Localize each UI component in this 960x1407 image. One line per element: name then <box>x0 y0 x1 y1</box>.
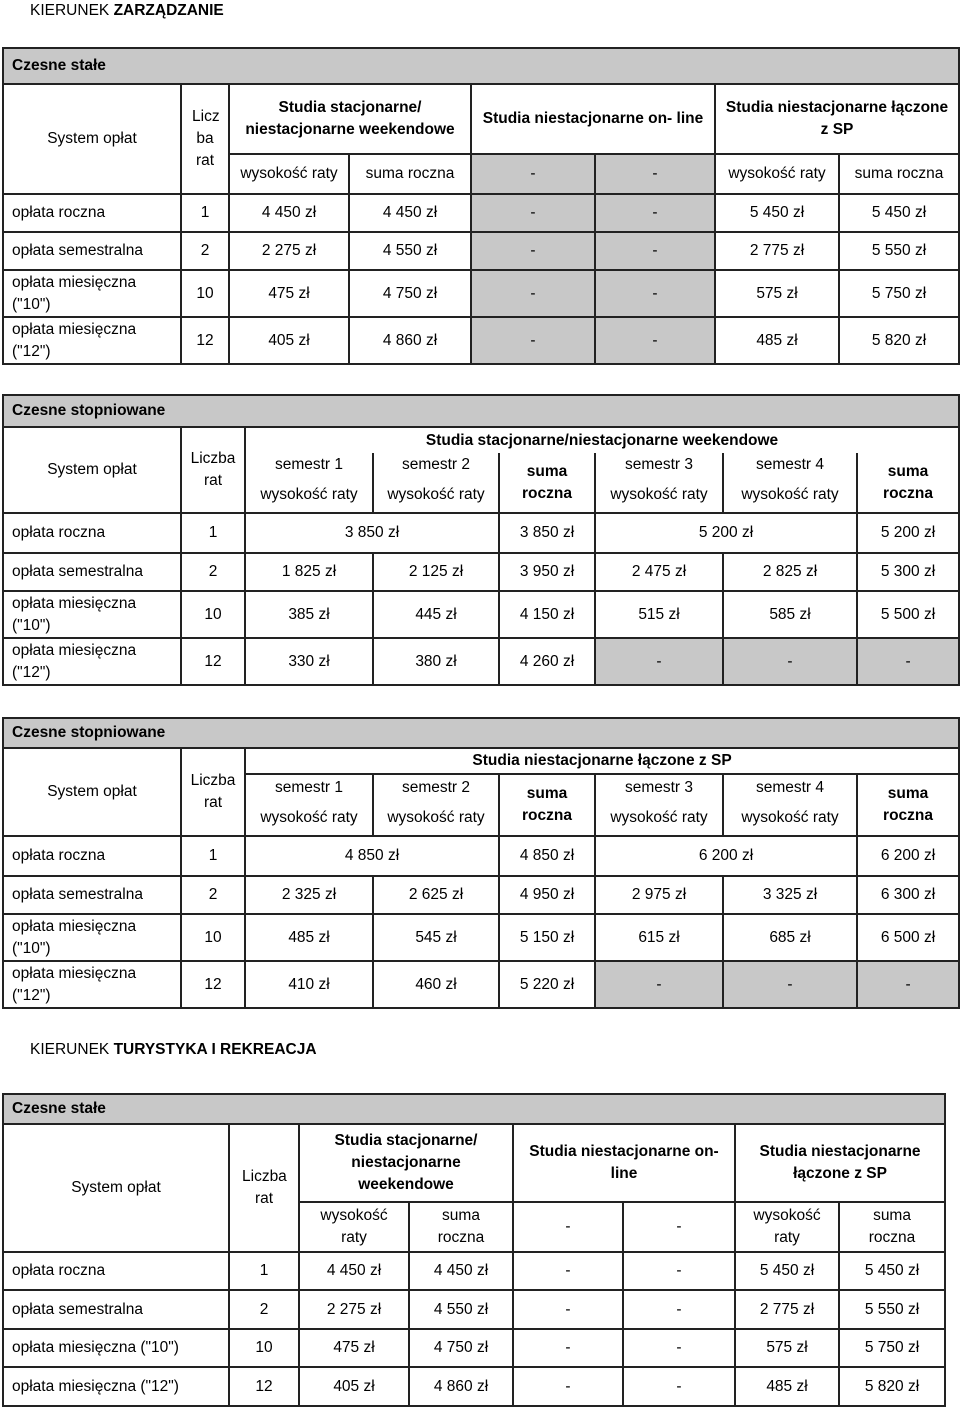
cell: 3 325 zł <box>723 876 857 914</box>
table-row <box>3 591 959 638</box>
cell: 615 zł <box>595 914 723 961</box>
table-row <box>3 836 959 876</box>
cell: 475 zł <box>299 1329 409 1367</box>
cell: 4 750 zł <box>349 270 471 317</box>
cell: 12 <box>181 961 245 1008</box>
section-heading-turystyka <box>30 1041 317 1059</box>
sem-header: semestr 2 <box>373 453 499 477</box>
cell: 5 220 zł <box>499 961 595 1008</box>
sem-header: semestr 1 <box>245 774 373 800</box>
heading-prefix: KIERUNEK <box>30 1041 114 1058</box>
row-label: opłata roczna <box>3 194 181 232</box>
cell: 4 150 zł <box>499 591 595 638</box>
row-label: opłata miesięczna ("12") <box>3 317 181 364</box>
table-row <box>3 513 959 553</box>
suma-header: suma roczna <box>857 453 959 513</box>
table-row <box>3 1252 945 1290</box>
cell: 685 zł <box>723 914 857 961</box>
sub-header: wysokość raty <box>299 1202 409 1252</box>
cell: 1 <box>181 513 245 553</box>
table-row <box>3 1329 945 1367</box>
cell: - <box>623 1290 735 1329</box>
cell: 4 450 zł <box>229 194 349 232</box>
row-label: opłata miesięczna ("12") <box>3 638 181 685</box>
cell: 12 <box>181 317 229 364</box>
cell: 10 <box>181 270 229 317</box>
wys-header: wysokość raty <box>595 800 723 836</box>
cell: - <box>623 1329 735 1367</box>
cell: 2 <box>181 876 245 914</box>
cell: 460 zł <box>373 961 499 1008</box>
cell: 515 zł <box>595 591 723 638</box>
cell: - <box>595 317 715 364</box>
row-label: opłata semestralna <box>3 876 181 914</box>
sub-header: - <box>471 154 595 194</box>
sub-header: - <box>595 154 715 194</box>
cell: 5 450 zł <box>839 194 959 232</box>
cell: 1 <box>181 836 245 876</box>
sub-header: wysokość raty <box>735 1202 839 1252</box>
cell: 4 850 zł <box>245 836 499 876</box>
table-row <box>3 638 959 685</box>
heading-name: TURYSTYKA I REKREACJA <box>113 1041 317 1058</box>
row-label: opłata roczna <box>3 836 181 876</box>
cell: - <box>595 961 723 1008</box>
header-online: Studia niestacjonarne on-line <box>513 1124 735 1202</box>
cell: 330 zł <box>245 638 373 685</box>
header-system: System opłat <box>3 427 181 513</box>
row-label: opłata miesięczna ("10") <box>3 591 181 638</box>
cell: 1 825 zł <box>245 553 373 591</box>
header-stacjonarne: Studia stacjonarne/ niestacjonarne weekendowe <box>299 1124 513 1202</box>
cell: 4 260 zł <box>499 638 595 685</box>
sem-header: semestr 4 <box>723 774 857 800</box>
table-row <box>3 876 959 914</box>
cell: - <box>513 1329 623 1367</box>
table-title: Czesne stałe <box>3 1094 945 1124</box>
wys-header: wysokość raty <box>723 477 857 513</box>
row-label: opłata miesięczna ("12") <box>3 1367 229 1406</box>
cell: 4 550 zł <box>349 232 471 270</box>
cell: 485 zł <box>245 914 373 961</box>
row-label: opłata roczna <box>3 513 181 553</box>
cell: 2 275 zł <box>299 1290 409 1329</box>
wys-header: wysokość raty <box>245 800 373 836</box>
table-title: Czesne stopniowane <box>3 718 959 748</box>
cell: 4 860 zł <box>349 317 471 364</box>
cell: 6 200 zł <box>595 836 857 876</box>
cell: 4 450 zł <box>299 1252 409 1290</box>
sem-header: semestr 2 <box>373 774 499 800</box>
sub-header: - <box>623 1202 735 1252</box>
cell: 4 850 zł <box>499 836 595 876</box>
row-label: opłata semestralna <box>3 553 181 591</box>
header-group: Studia stacjonarne/niestacjonarne weekendowe <box>245 427 959 453</box>
header-liczba-rat: Liczba rat <box>181 427 245 513</box>
row-label: opłata roczna <box>3 1252 229 1290</box>
header-liczba-rat: Liczba rat <box>229 1124 299 1252</box>
header-liczba-rat: Liczba rat <box>181 748 245 836</box>
cell: - <box>471 317 595 364</box>
table-czesne-stale-turystyka <box>2 1093 946 1407</box>
cell: - <box>857 638 959 685</box>
cell: 5 750 zł <box>839 1329 945 1367</box>
table-row <box>3 914 959 961</box>
table-czesne-stopniowane-weekendowe <box>2 394 960 686</box>
cell: 5 450 zł <box>735 1252 839 1290</box>
cell: 4 750 zł <box>409 1329 513 1367</box>
cell: 4 860 zł <box>409 1367 513 1406</box>
cell: 6 300 zł <box>857 876 959 914</box>
sem-header: semestr 3 <box>595 453 723 477</box>
cell: 410 zł <box>245 961 373 1008</box>
cell: - <box>471 194 595 232</box>
section-heading-zarzadzanie <box>30 2 224 20</box>
header-stacjonarne: Studia stacjonarne/ niestacjonarne weekendowe <box>229 84 471 154</box>
header-group: Studia niestacjonarne łączone z SP <box>245 748 959 774</box>
cell: - <box>595 638 723 685</box>
cell: 575 zł <box>715 270 839 317</box>
cell: 6 200 zł <box>857 836 959 876</box>
cell: 3 850 zł <box>245 513 499 553</box>
row-label: opłata semestralna <box>3 1290 229 1329</box>
cell: 5 150 zł <box>499 914 595 961</box>
heading-prefix: KIERUNEK <box>30 2 114 19</box>
table-row <box>3 317 959 364</box>
cell: 2 275 zł <box>229 232 349 270</box>
table-row <box>3 1367 945 1406</box>
cell: 485 zł <box>735 1367 839 1406</box>
cell: - <box>857 961 959 1008</box>
cell: 575 zł <box>735 1329 839 1367</box>
cell: 1 <box>229 1252 299 1290</box>
sub-header: - <box>513 1202 623 1252</box>
cell: 5 750 zł <box>839 270 959 317</box>
header-system: System opłat <box>3 748 181 836</box>
cell: 6 500 zł <box>857 914 959 961</box>
cell: 3 950 zł <box>499 553 595 591</box>
sub-header: suma roczna <box>409 1202 513 1252</box>
cell: - <box>595 232 715 270</box>
wys-header: wysokość raty <box>373 800 499 836</box>
header-liczba-rat: Licz ba rat <box>181 84 229 194</box>
cell: 5 550 zł <box>839 232 959 270</box>
cell: 5 200 zł <box>857 513 959 553</box>
cell: 5 200 zł <box>595 513 857 553</box>
table-row <box>3 1290 945 1329</box>
cell: 5 550 zł <box>839 1290 945 1329</box>
cell: 385 zł <box>245 591 373 638</box>
cell: - <box>623 1252 735 1290</box>
cell: - <box>471 270 595 317</box>
cell: 1 <box>181 194 229 232</box>
cell: 475 zł <box>229 270 349 317</box>
cell: 485 zł <box>715 317 839 364</box>
sub-header: wysokość raty <box>715 154 839 194</box>
heading-name: ZARZĄDZANIE <box>113 2 224 19</box>
cell: 5 820 zł <box>839 317 959 364</box>
cell: 5 300 zł <box>857 553 959 591</box>
cell: 2 <box>181 553 245 591</box>
cell: 2 <box>181 232 229 270</box>
table-czesne-stopniowane-sp <box>2 717 960 1009</box>
cell: 405 zł <box>229 317 349 364</box>
sem-header: semestr 4 <box>723 453 857 477</box>
cell: 10 <box>229 1329 299 1367</box>
header-sp: Studia niestacjonarne łączone z SP <box>715 84 959 154</box>
cell: - <box>595 270 715 317</box>
cell: - <box>513 1252 623 1290</box>
cell: 4 450 zł <box>409 1252 513 1290</box>
cell: 2 <box>229 1290 299 1329</box>
table-czesne-stale-zarzadzanie <box>2 47 960 365</box>
cell: 445 zł <box>373 591 499 638</box>
cell: 4 550 zł <box>409 1290 513 1329</box>
row-label: opłata miesięczna ("12") <box>3 961 181 1008</box>
table-title: Czesne stopniowane <box>3 395 959 427</box>
wys-header: wysokość raty <box>245 477 373 513</box>
cell: 12 <box>181 638 245 685</box>
sub-header: suma roczna <box>349 154 471 194</box>
row-label: opłata miesięczna ("10") <box>3 1329 229 1367</box>
cell: 5 820 zł <box>839 1367 945 1406</box>
cell: 2 625 zł <box>373 876 499 914</box>
cell: 4 950 zł <box>499 876 595 914</box>
cell: 2 325 zł <box>245 876 373 914</box>
row-label: opłata semestralna <box>3 232 181 270</box>
wys-header: wysokość raty <box>595 477 723 513</box>
cell: 10 <box>181 591 245 638</box>
header-online: Studia niestacjonarne on- line <box>471 84 715 154</box>
cell: 380 zł <box>373 638 499 685</box>
cell: 545 zł <box>373 914 499 961</box>
cell: 2 825 zł <box>723 553 857 591</box>
cell: 10 <box>181 914 245 961</box>
suma-header: suma roczna <box>499 774 595 836</box>
cell: 2 475 zł <box>595 553 723 591</box>
cell: - <box>513 1290 623 1329</box>
sem-header: semestr 3 <box>595 774 723 800</box>
sub-header: suma roczna <box>839 1202 945 1252</box>
row-label: opłata miesięczna ("10") <box>3 270 181 317</box>
table-row <box>3 232 959 270</box>
table-row <box>3 270 959 317</box>
sub-header: wysokość raty <box>229 154 349 194</box>
cell: 4 450 zł <box>349 194 471 232</box>
table-row <box>3 961 959 1008</box>
header-sp: Studia niestacjonarne łączone z SP <box>735 1124 945 1202</box>
header-system: System opłat <box>3 1124 229 1252</box>
cell: 3 850 zł <box>499 513 595 553</box>
cell: - <box>723 638 857 685</box>
cell: - <box>723 961 857 1008</box>
cell: 2 975 zł <box>595 876 723 914</box>
cell: 2 125 zł <box>373 553 499 591</box>
header-system: System opłat <box>3 84 181 194</box>
table-row <box>3 553 959 591</box>
suma-header: suma roczna <box>499 453 595 513</box>
suma-header: suma roczna <box>857 774 959 836</box>
cell: 5 450 zł <box>839 1252 945 1290</box>
cell: 585 zł <box>723 591 857 638</box>
cell: 405 zł <box>299 1367 409 1406</box>
cell: - <box>623 1367 735 1406</box>
sub-header: suma roczna <box>839 154 959 194</box>
wys-header: wysokość raty <box>373 477 499 513</box>
cell: - <box>513 1367 623 1406</box>
cell: 2 775 zł <box>715 232 839 270</box>
cell: 12 <box>229 1367 299 1406</box>
cell: 2 775 zł <box>735 1290 839 1329</box>
table-title: Czesne stałe <box>3 48 959 84</box>
sem-header: semestr 1 <box>245 453 373 477</box>
cell: - <box>595 194 715 232</box>
cell: - <box>471 232 595 270</box>
cell: 5 450 zł <box>715 194 839 232</box>
wys-header: wysokość raty <box>723 800 857 836</box>
row-label: opłata miesięczna ("10") <box>3 914 181 961</box>
table-row <box>3 194 959 232</box>
cell: 5 500 zł <box>857 591 959 638</box>
